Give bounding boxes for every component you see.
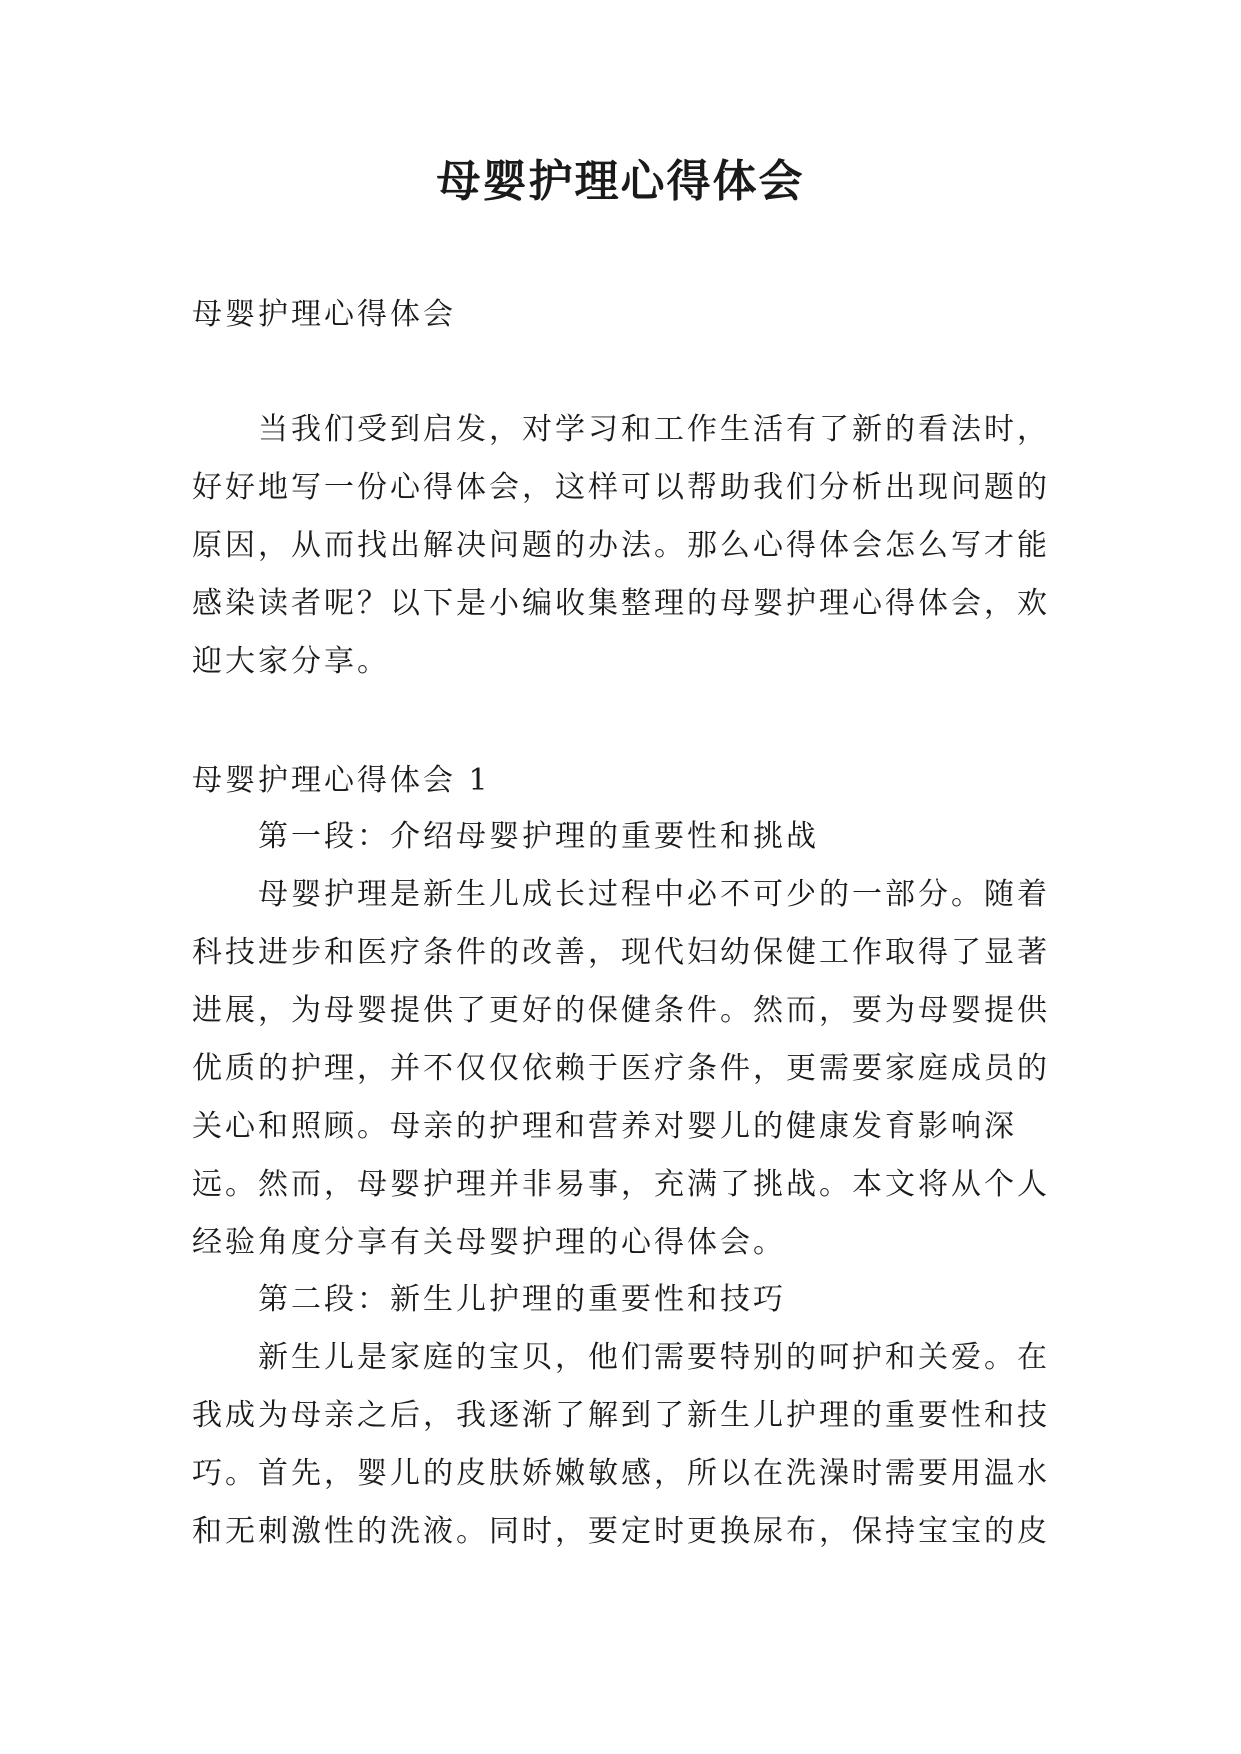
document-subtitle: 母婴护理心得体会 [192, 297, 456, 332]
intro-paragraph: 当我们受到启发，对学习和工作生活有了新的看法时，好好地写一份心得体会，这样可以帮助我们分析出现问题的原因，从而找出解决问题的办法。那么心得体会怎么写才能感染读者呢？以下是小编收集整理的母婴护理心得体会，欢迎大家分享。 [192, 412, 1050, 679]
section-title: 母婴护理心得体会 1 [192, 763, 491, 798]
part1-heading: 第一段：介绍母婴护理的重要性和挑战 [258, 819, 819, 854]
part2-heading: 第二段：新生儿护理的重要性和技巧 [258, 1282, 786, 1317]
document-title: 母婴护理心得体会 [436, 156, 805, 207]
part1-paragraph: 母婴护理是新生儿成长过程中必不可少的一部分。随着科技进步和医疗条件的改善，现代妇幼保健工作取得了显著进展，为母婴提供了更好的保健条件。然而，要为母婴提供优质的护理，并不仅仅依赖于医疗条件，更需要家庭成员的关心和照顾。母亲的护理和营养对婴儿的健康发育影响深远。然而，母婴护理并非易事，充满了挑战。本文将从个人经验角度分享有关母婴护理的心得体会。 [192, 877, 1050, 1260]
part2-paragraph: 新生儿是家庭的宝贝，他们需要特别的呵护和关爱。在我成为母亲之后，我逐渐了解到了新生儿护理的重要性和技巧。首先，婴儿的皮肤娇嫩敏感，所以在洗澡时需要用温水和无刺激性的洗液。同时，要定时更换尿布，保持宝宝的皮 [192, 1340, 1050, 1549]
